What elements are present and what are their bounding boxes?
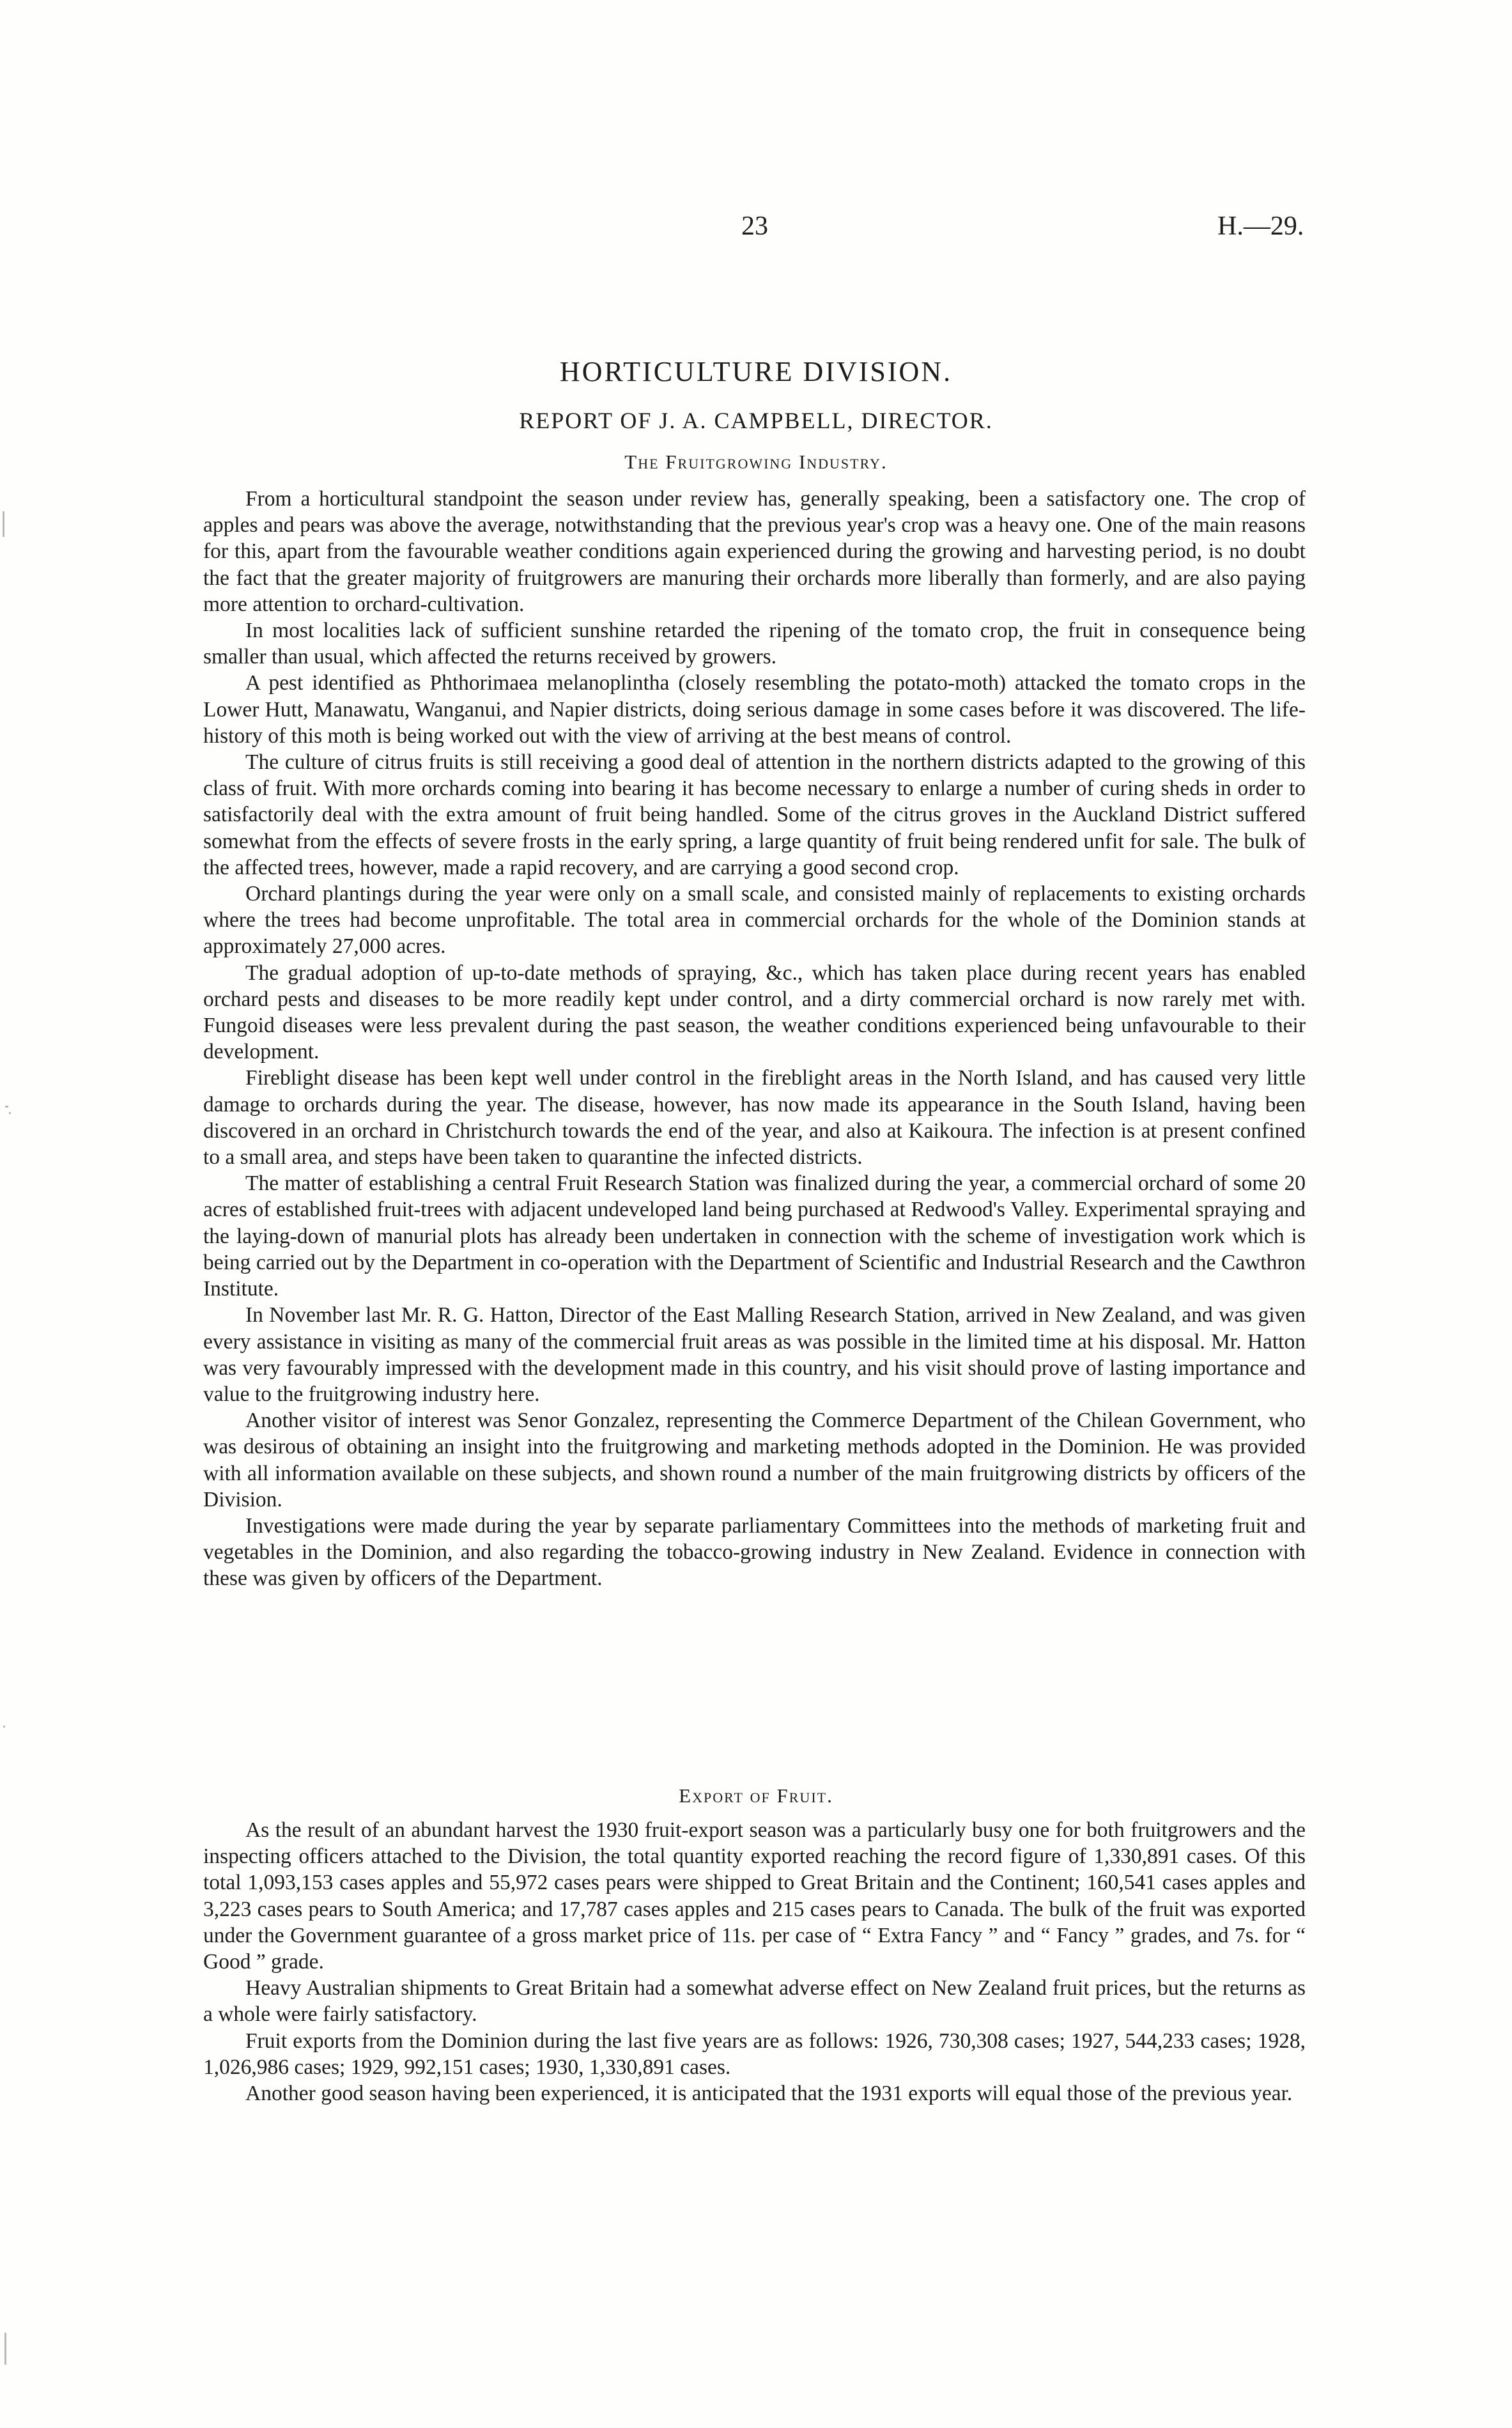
document-code: H.—29. [1217, 212, 1304, 241]
section-body-export [203, 1817, 1306, 2107]
section-body-fruitgrowing [203, 486, 1306, 1592]
paragraph: Another visitor of interest was Senor Gonzalez, representing the Commerce Department of the Chilean Government, who was desirous of obtaining an insight into the fruitgrowing and marketing methods adopted in the Dominion. He was provided with all information available on these subjects, and shown round a number of the main fruitgrowing districts by officers of the Division. [203, 1409, 1306, 1512]
page-title: HORTICULTURE DIVISION. [559, 356, 953, 387]
paragraph: From a horticultural standpoint the season under review has, generally speaking, been a satisfactory one. The crop of apples and pears was above the average, notwithstanding that the previous year's crop was a heavy one. One of the main reasons for this, apart from the favourable weather conditions again experienced during the growing and harvesting period, is no doubt the fact that the greater majority of fruitgrowers are manuring their orchards more liberally than formerly, and are also paying more attention to orchard-cultivation. [203, 487, 1306, 616]
paragraph: The culture of citrus fruits is still receiving a good deal of attention in the northern districts adapted to the growing of this class of fruit. With more orchards coming into bearing it has become necessary to enlarge a number of curing sheds in order to satisfactorily deal with the extra amount of fruit being handled. Some of the citrus groves in the Auckland District suffered somewhat from the effects of severe frosts in the early spring, a large quantity of fruit being rendered unfit for sale. The bulk of the affected trees, however, made a rapid recovery, and are carrying a good second crop. [203, 750, 1306, 879]
paragraph: Investigations were made during the year by separate parliamentary Committees into the methods of marketing fruit and vegetables in the Dominion, and also regarding the tobacco-growing industry in New Zealand. Evidence in connection with these was given by officers of the Department. [203, 1513, 1306, 1591]
paragraph: Orchard plantings during the year were only on a small scale, and consisted mainly of replacements to existing orchards where the trees had become unprofitable. The total area in commercial orchards for the whole of the Dominion stands at approximately 27,000 acres. [203, 882, 1306, 959]
section-heading-fruitgrowing: The Fruitgrowing Industry. [624, 451, 888, 473]
running-header [0, 211, 1512, 249]
paragraph: In November last Mr. R. G. Hatton, Director of the East Malling Research Station, arrived in New Zealand, and was given every assistance in visiting as many of the commercial fruit areas as was possible in the limited time at his disposal. Mr. Hatton was very favourably impressed with the development made in this country, and his visit should prove of lasting importance and value to the fruitgrowing industry here. [203, 1303, 1306, 1406]
section-heading-export: Export of Fruit. [679, 1784, 833, 1807]
paragraph: A pest identified as Phthorimaea melanoplintha (closely resembling the potato-moth) attacked the tomato crops in the Lower Hutt, Manawatu, Wanganui, and Napier districts, doing serious damage in some cases before it was discovered. The life-history of this moth is being worked out with the view of arriving at the best means of control. [203, 671, 1306, 748]
paragraph: The gradual adoption of up-to-date methods of spraying, &c., which has taken place during recent years has enabled orchard pests and diseases to be more readily kept under control, and a dirty commercial orchard is now rarely met with. Fungoid diseases were less prevalent during the past season, the weather conditions experienced being unfavourable to their development. [203, 961, 1306, 1064]
scan-mark [4, 2333, 6, 2365]
paragraph: As the result of an abundant harvest the 1930 fruit-export season was a particularly busy one for both fruitgrowers and the inspecting officers attached to the Division, the total quantity exported reaching the record figure of 1,330,891 cases. Of this total 1,093,153 cases apples and 55,972 cases pears were shipped to Great Britain and the Continent; 160,541 cases apples and 3,223 cases pears to South America; and 17,787 cases apples and 215 cases pears to Canada. The bulk of the fruit was exported under the Government guarantee of a gross market price of 11s. per case of “ Extra Fancy ” and “ Fancy ” grades, and 7s. for “ Good ” grade. [203, 1818, 1306, 1974]
paragraph: Another good season having been experienced, it is anticipated that the 1931 exports will equal those of the previous year. [245, 2082, 1293, 2106]
paragraph: Fireblight disease has been kept well under control in the fireblight areas in the North Island, and has caused very little damage to orchards during the year. The disease, however, has now made its appearance in the South Island, having been discovered in an orchard in Christchurch towards the end of the year, and also at Kaikoura. The infection is at present confined to a small area, and steps have been taken to quarantine the infected districts. [203, 1066, 1306, 1170]
page-number: 23 [741, 212, 768, 241]
scan-mark [3, 1726, 5, 1728]
paragraph: Heavy Australian shipments to Great Britain had a somewhat adverse effect on New Zealand fruit prices, but the returns as a whole were fairly satisfactory. [203, 1976, 1306, 2027]
scan-mark [9, 1112, 11, 1114]
paragraph: In most localities lack of sufficient sunshine retarded the ripening of the tomato crop, the fruit in consequence being smaller than usual, which affected the returns received by growers. [203, 619, 1306, 669]
paragraph: Fruit exports from the Dominion during the last five years are as follows: 1926, 730,308 cases; 1927, 544,233 cases; 1928, 1,026,986 cases; 1929, 992,151 cases; 1930, 1,330,891 cases. [203, 2029, 1306, 2079]
paragraph: The matter of establishing a central Fruit Research Station was finalized during the year, a commercial orchard of some 20 acres of established fruit-trees with adjacent undeveloped land being purchased at Redwood's Valley. Experimental spraying and the laying-down of manurial plots has already been undertaken in connection with the scheme of investigation work which is being carried out by the Department in co-operation with the Department of Scientific and Industrial Research and the Cawthron Institute. [203, 1171, 1306, 1301]
report-subtitle: REPORT OF J. A. CAMPBELL, DIRECTOR. [519, 408, 993, 433]
scan-mark [5, 1106, 8, 1108]
scan-mark [3, 511, 4, 537]
